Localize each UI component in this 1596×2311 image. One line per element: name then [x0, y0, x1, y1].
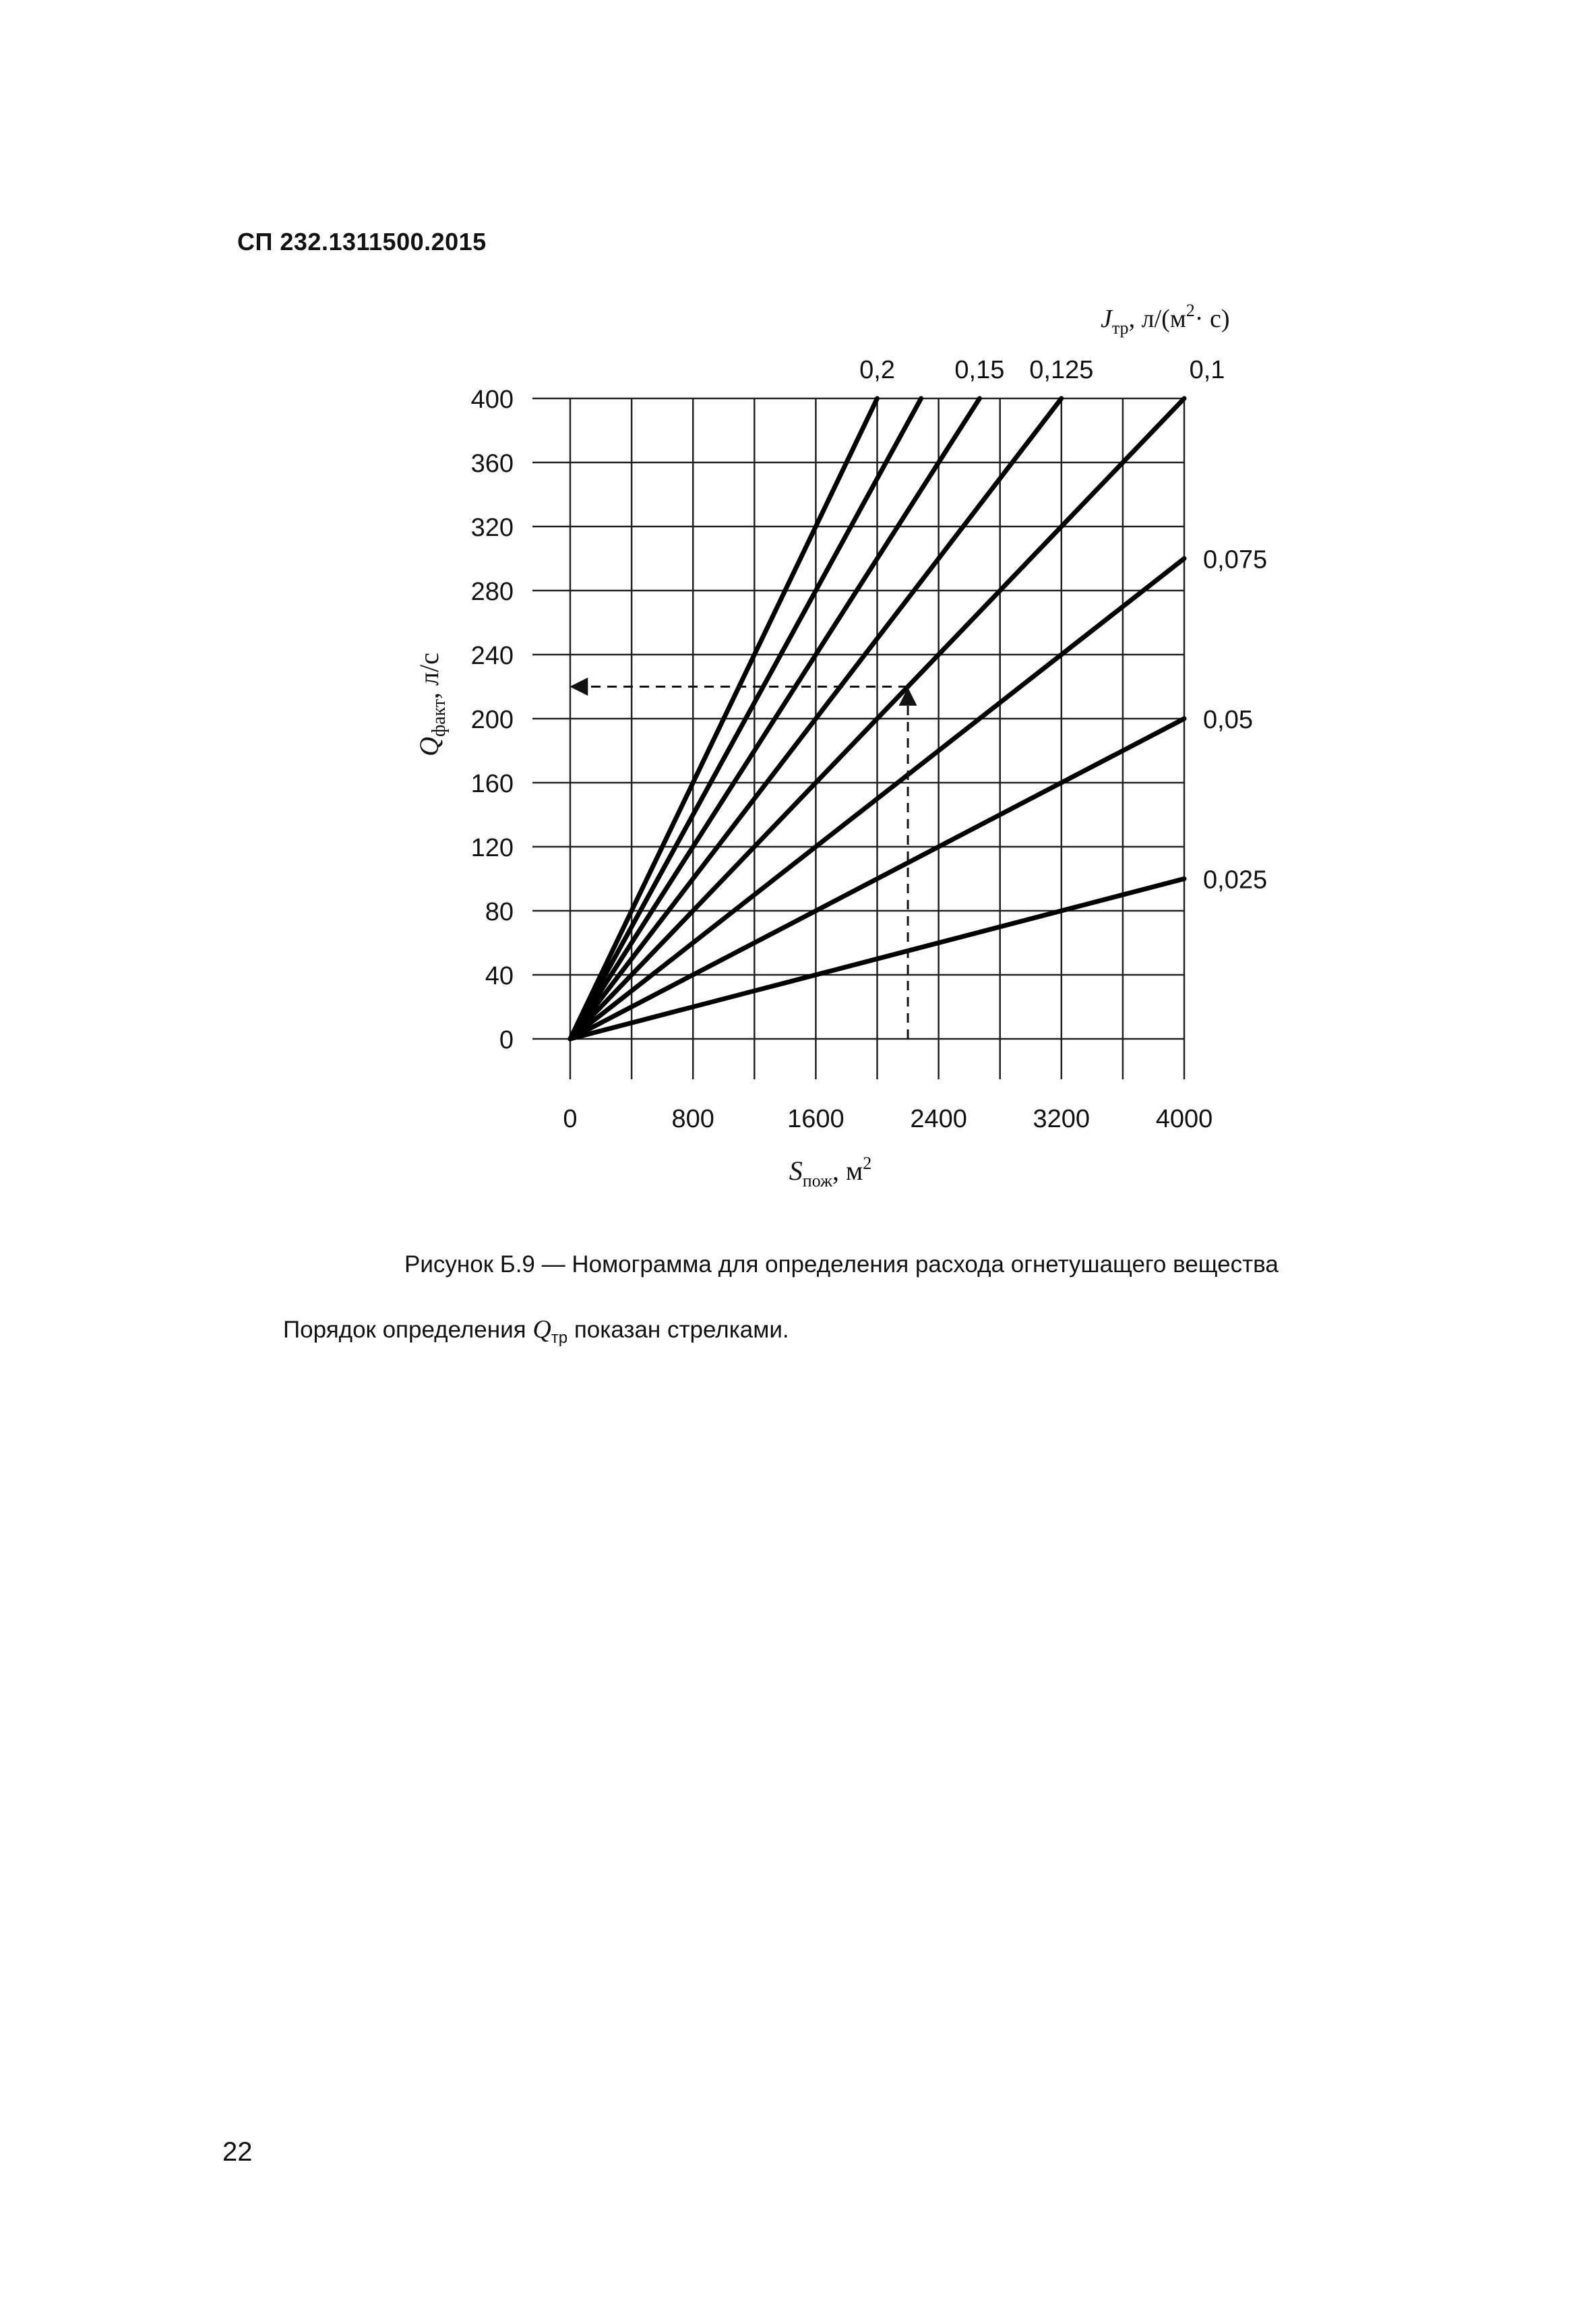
rate-line-label: 0,125 — [1029, 356, 1094, 384]
y-tick-label: 40 — [485, 962, 514, 990]
rate-line-label: 0,075 — [1203, 545, 1268, 574]
y-tick-label: 400 — [470, 386, 514, 414]
y-tick-label: 320 — [470, 514, 514, 542]
rate-line-label: 0,2 — [859, 356, 895, 384]
x-tick-label: 0 — [563, 1105, 578, 1133]
x-tick-label: 1600 — [787, 1105, 845, 1133]
note-symbol-sub: тр — [551, 1329, 568, 1347]
y-tick-label: 360 — [470, 450, 514, 478]
y-tick-label: 240 — [470, 642, 514, 670]
y-tick-label: 80 — [485, 898, 514, 926]
y-tick-label: 0 — [499, 1026, 514, 1054]
rate-line-labels — [859, 356, 1267, 895]
rate-line-label: 0,1 — [1189, 356, 1225, 384]
document-code-header: СП 232.1311500.2015 — [237, 228, 487, 256]
j-axis-title: $J_{тр}$, $л/(м^2\cdot с)$ — [1101, 301, 1230, 338]
rate-line-label: 0,025 — [1203, 866, 1268, 895]
x-axis-title: $S_{пож}$, $м^2$ — [789, 1153, 872, 1191]
x-tick-label: 4000 — [1155, 1105, 1213, 1133]
y-tick-label: 200 — [470, 706, 514, 734]
y-axis-title: $Q_{факт}$, л/с — [414, 653, 450, 756]
y-tick-label: 120 — [470, 834, 514, 862]
x-tick-label: 2400 — [910, 1105, 967, 1133]
note-symbol: Q — [532, 1315, 551, 1344]
note-prefix: Порядок определения — [283, 1317, 533, 1343]
y-tick-label: 160 — [470, 770, 514, 798]
figure-caption: Рисунок Б.9 — Номограмма для определения расхода огнетушащего вещества — [404, 1251, 1279, 1278]
y-tick-label: 280 — [470, 578, 514, 606]
x-axis-tick-labels — [563, 1105, 1213, 1133]
y-axis-tick-labels — [471, 386, 514, 1054]
figure-note — [283, 1315, 789, 1348]
page-number: 22 — [222, 2137, 253, 2167]
rate-line-label: 0,15 — [954, 356, 1005, 384]
x-tick-label: 800 — [671, 1105, 714, 1133]
rate-line-label: 0,05 — [1203, 706, 1253, 734]
x-tick-label: 3200 — [1033, 1105, 1091, 1133]
note-suffix: показан стрелками. — [567, 1317, 789, 1343]
